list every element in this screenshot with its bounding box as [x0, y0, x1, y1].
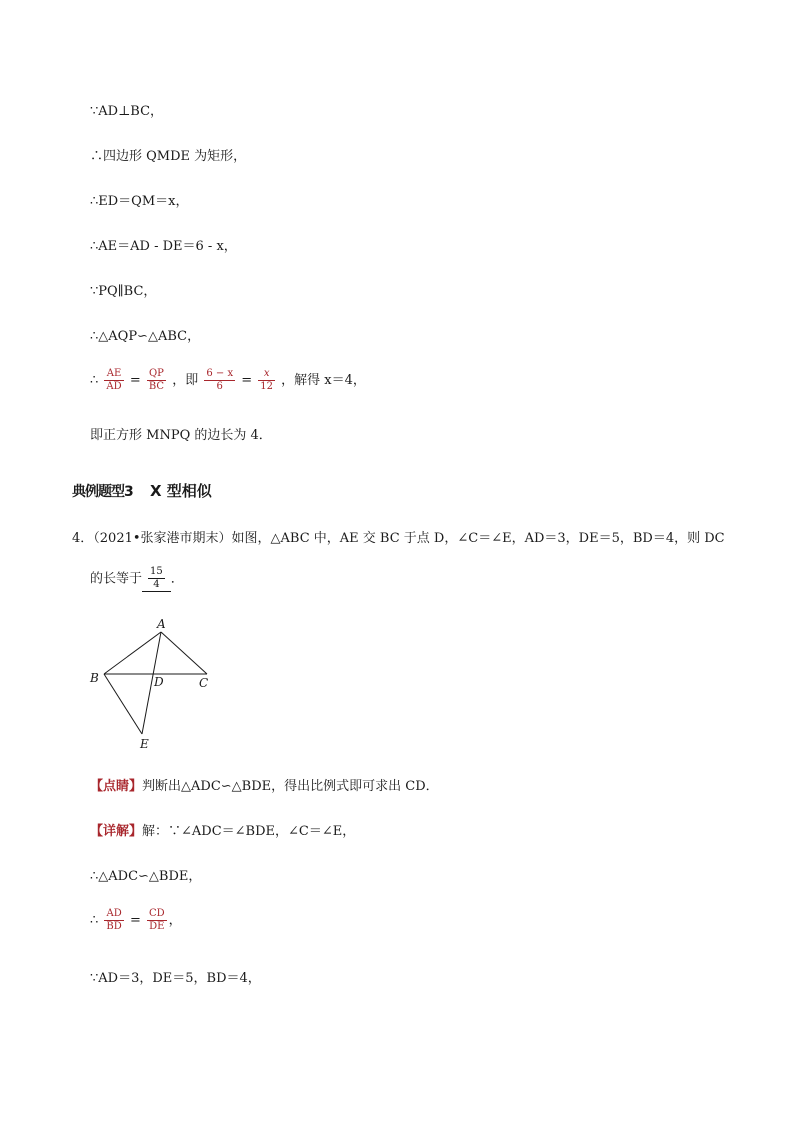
solution-line-5: ∵PQ∥BC，	[90, 284, 157, 299]
label-d: D	[154, 675, 164, 689]
fraction-x-12: $\frac{x}{12}$	[260, 368, 274, 392]
solution-line-3: ∴ED＝QM＝x，	[90, 194, 189, 209]
hint-bracket: 【点睛】	[90, 779, 143, 794]
solution-line-1: ∵AD⊥BC，	[90, 104, 164, 119]
segment-ab	[104, 632, 161, 674]
segment-be	[104, 674, 142, 734]
fraction-qp-bc: $\frac{QP}{BC}$	[148, 368, 165, 392]
fraction-ae-ad: $\frac{AE}{AD}$	[106, 368, 122, 392]
geometry-figure	[84, 612, 224, 757]
ratio2-line: ∴ $\frac{AD}{BD}$ = $\frac{CD}{DE}$ ，	[90, 908, 182, 932]
detail-bracket: 【详解】	[90, 824, 143, 839]
fraction-cd-de: $\frac{CD}{DE}$	[148, 908, 165, 932]
fraction-ad-bd: $\frac{AD}{BD}$	[106, 908, 122, 932]
question-4-line-2: 的长等于 $\frac{15}{4}$ ．	[90, 566, 184, 590]
label-b: B	[90, 671, 99, 685]
fraction-6-minus-x: $\frac{6 - x}{6}$	[206, 368, 234, 392]
section-tag: 典例题型3	[72, 484, 133, 500]
label-e: E	[140, 737, 149, 751]
ratio-equation-line: ∴ $\frac{AE}{AD}$ = $\frac{QP}{BC}$ ，即 $\frac{6 - x}{6}$ = $\frac{x}{12}$ ，解得 x＝4，	[90, 368, 366, 392]
label-c: C	[199, 676, 209, 690]
conclusion-line: 即正方形 MNPQ 的边长为 4．	[90, 428, 272, 443]
given-values-line: ∵AD＝3，DE＝5，BD＝4，	[90, 971, 261, 986]
detail-line: 【详解】解：∵∠ADC＝∠BDE，∠C＝∠E，	[90, 824, 356, 839]
hint-line: 【点睛】判断出△ADC∽△BDE，得出比例式即可求出 CD．	[90, 779, 439, 794]
detail-line-2: ∴△ADC∽△BDE，	[90, 869, 202, 884]
answer-blank: $\frac{15}{4}$	[142, 566, 171, 592]
segment-ac	[161, 632, 207, 674]
question-4-line-1: 4．（2021•张家港市期末）如图，△ABC 中，AE 交 BC 于点 D，∠C＝∠E，AD＝3，DE＝5，BD＝4，则 DC	[72, 531, 725, 546]
section-title: X 型相似	[149, 482, 212, 500]
section-heading	[72, 480, 212, 501]
solution-line-4: ∴AE＝AD - DE＝6 - x，	[90, 239, 237, 254]
label-a: A	[157, 617, 166, 631]
solution-line-6: ∴△AQP∽△ABC，	[90, 329, 201, 344]
solution-line-2: ∴四边形 QMDE 为矩形，	[90, 149, 247, 164]
